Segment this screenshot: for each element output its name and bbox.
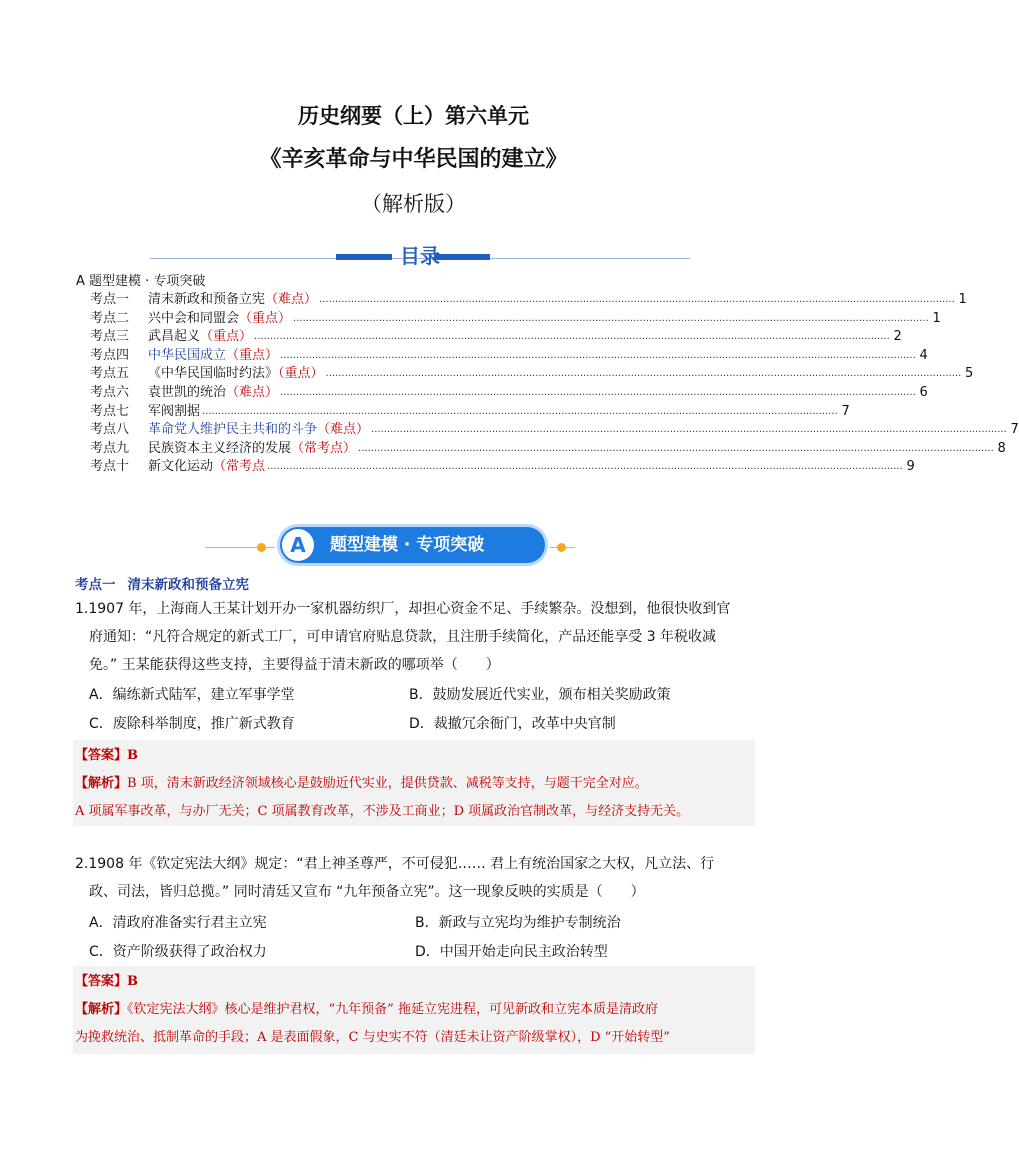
toc-item-title: 民族资本主义经济的发展（常考点） xyxy=(148,440,357,456)
toc-item[interactable] xyxy=(76,347,928,366)
document-title: 历史纲要（上）第六单元 xyxy=(298,104,529,128)
question-2-answer-box xyxy=(73,966,755,1054)
toc-item-number: 考点八 xyxy=(90,422,130,438)
banner-letter: A xyxy=(282,529,314,561)
question-2-stem-line2: 政、司法，皆归总揽。” 同时清廷又宣布 “九年预备立宪”。这一现象反映的实质是（ ） xyxy=(89,884,645,900)
toc-item-leader: ........................................................................................................................................................................................................ xyxy=(267,461,903,473)
banner-text: 题型建模 · 专项突破 xyxy=(330,535,485,555)
toc-item-leader: ........................................................................................................................................................................................................ xyxy=(202,405,838,417)
toc-item-title: 《中华民国临时约法》（重点） xyxy=(148,366,324,382)
toc-item-number: 考点七 xyxy=(90,403,130,419)
kaodian-number: 考点一 xyxy=(75,577,116,593)
toc-item-title: 中华民国成立（重点） xyxy=(148,347,279,363)
toc-item-leader: ........................................................................................................................................................................................................ xyxy=(325,368,962,380)
question-2 xyxy=(75,850,755,906)
section-banner xyxy=(205,527,575,567)
toc-item[interactable] xyxy=(76,291,967,310)
banner-pill xyxy=(280,527,545,563)
question-1-answer-box xyxy=(73,740,755,826)
toc-section-title: A 题型建模 · 专项突破 xyxy=(76,274,206,289)
question-1-option-c: C．废除科举制度，推广新式教育 xyxy=(89,716,295,732)
question-1-stem-line2: 府通知：“凡符合规定的新式工厂，可申请官府贴息贷款，且注册手续简化，产品还能享受 3 年税收减 xyxy=(89,629,717,645)
toc-item[interactable] xyxy=(76,421,1019,440)
kaodian-title: 清末新政和预备立宪 xyxy=(127,577,249,593)
toc-item-leader: ........................................................................................................................................................................................................ xyxy=(319,294,955,305)
toc-item-page: 6 xyxy=(919,384,928,400)
question-2-option-c: C．资产阶级获得了政治权力 xyxy=(89,944,267,960)
toc-item-number: 考点十 xyxy=(90,459,130,475)
toc-item-title: 兴中会和同盟会（重点） xyxy=(148,310,292,326)
toc-item-title: 军阀割据 xyxy=(148,403,201,419)
toc-item-page: 2 xyxy=(893,329,902,345)
question-2-stem-line1: 2.1908 年《钦定宪法大纲》规定：“君上神圣尊严，不可侵犯…… 君上有统治国家之大权，凡立法、行 xyxy=(75,856,715,872)
toc-item-leader: ........................................................................................................................................................................................................ xyxy=(371,424,1007,436)
toc-item[interactable] xyxy=(76,310,941,329)
document-subtitle: 《辛亥革命与中华民国的建立》 xyxy=(259,147,568,172)
toc-item-title: 革命党人维护民主共和的斗争（难点） xyxy=(148,422,370,438)
toc-item[interactable] xyxy=(76,458,915,477)
question-1-stem-line3: 免。” 王某能获得这些支持，主要得益于清末新政的哪项举（ ） xyxy=(89,657,500,673)
toc-item[interactable] xyxy=(76,365,974,384)
banner-dot-right xyxy=(557,543,566,552)
toc-item-title: 武昌起义（重点） xyxy=(148,329,253,345)
toc-item-page: 1 xyxy=(958,292,967,307)
toc-item-title: 袁世凯的统治（难点） xyxy=(148,384,279,400)
question-1-option-a: A．编练新式陆军，建立军事学堂 xyxy=(89,687,295,703)
toc-item-number: 考点一 xyxy=(90,292,130,307)
question-2-option-b: B．新政与立宪均为维护专制统治 xyxy=(415,915,621,931)
toc-item-page: 8 xyxy=(997,440,1006,456)
banner-dot-left xyxy=(257,543,266,552)
toc-item-leader: ........................................................................................................................................................................................................ xyxy=(293,312,929,324)
toc-item-number: 考点九 xyxy=(90,440,130,456)
question-1 xyxy=(75,595,755,679)
toc-item[interactable] xyxy=(76,328,902,347)
toc-item-number: 考点六 xyxy=(90,384,130,400)
toc-heading: 目录 xyxy=(400,244,440,268)
toc-item-page: 9 xyxy=(906,459,915,475)
toc-item-number: 考点三 xyxy=(90,329,130,345)
toc-item[interactable] xyxy=(76,440,1006,459)
toc-item-page: 7 xyxy=(1010,422,1019,438)
question-1-stem-line1: 1.1907 年，上海商人王某计划开办一家机器纺织厂，却担心资金不足、手续繁杂。没想到，他很快收到官 xyxy=(75,601,731,617)
question-1-analysis-line1: 【解析】B 项，清末新政经济领域核心是鼓励近代实业，提供贷款、减税等支持，与题干完全对应。 xyxy=(75,776,648,791)
toc-item-leader: ........................................................................................................................................................................................................ xyxy=(254,331,890,343)
question-1-option-d: D．裁撤冗余衙门，改革中央官制 xyxy=(409,716,616,732)
toc-item-page: 7 xyxy=(841,403,850,419)
toc-item-leader: ........................................................................................................................................................................................................ xyxy=(358,442,994,454)
toc-heading-bar xyxy=(150,240,690,270)
toc-item-number: 考点二 xyxy=(90,310,130,326)
toc-item-page: 1 xyxy=(932,310,941,326)
question-2-option-d: D．中国开始走向民主政治转型 xyxy=(415,944,608,960)
toc-item-page: 4 xyxy=(919,347,928,363)
table-of-contents xyxy=(76,273,1019,477)
question-2-option-a: A．清政府准备实行君主立宪 xyxy=(89,915,267,931)
toc-item-title: 清末新政和预备立宪（难点） xyxy=(148,292,318,307)
question-2-analysis-line1: 【解析】《钦定宪法大纲》核心是维护君权，“九年预备” 拖延立宪进程，可见新政和立宪本质是清政府 xyxy=(75,1002,658,1017)
toc-item-title: 新文化运动（常考点 xyxy=(148,459,266,475)
toc-item-number: 考点四 xyxy=(90,347,130,363)
toc-item-leader: ........................................................................................................................................................................................................ xyxy=(280,386,916,398)
question-2-answer: 【答案】B xyxy=(75,974,139,989)
toc-item[interactable] xyxy=(76,384,928,403)
toc-item[interactable] xyxy=(76,403,850,422)
document-version-label: （解析版） xyxy=(361,192,466,216)
question-1-answer: 【答案】B xyxy=(75,748,139,763)
question-1-option-b: B．鼓励发展近代实业，颁布相关奖励政策 xyxy=(409,687,671,703)
toc-item-page: 5 xyxy=(965,366,974,382)
question-2-analysis-line2: 为挽救统治、抵制革命的手段；A 是表面假象，C 与史实不符（清廷未让资产阶级掌权），D “开始转型” xyxy=(75,1030,670,1045)
question-1-analysis-line2: A 项属军事改革，与办厂无关；C 项属教育改革，不涉及工商业；D 项属政治官制改革，与经济支持无关。 xyxy=(75,804,690,819)
toc-item-leader: ........................................................................................................................................................................................................ xyxy=(280,349,916,361)
kaodian-heading xyxy=(75,573,261,593)
toc-item-number: 考点五 xyxy=(90,366,130,382)
